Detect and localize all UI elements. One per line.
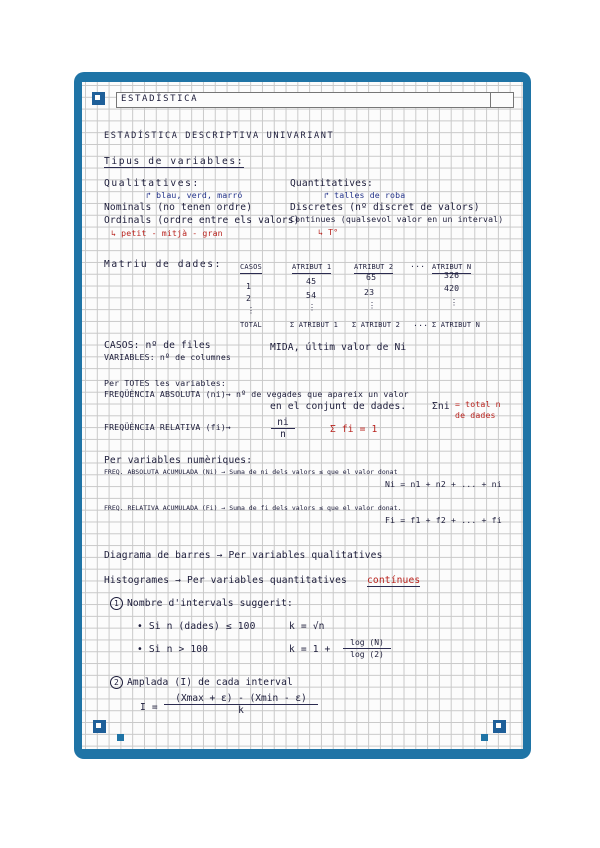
amplada-heading [110, 676, 293, 689]
quantitatives-example: ↱ talles de roba [324, 190, 406, 200]
continues-text: Continues (qualsevol valor en un interval) [290, 214, 504, 224]
square-marker-icon [117, 734, 124, 741]
freq-absoluta-continuation: en el conjunt de dades. [270, 401, 407, 412]
atribut-n-cell: 420 [444, 283, 460, 293]
freq-absoluta-sum: Σni [432, 401, 450, 412]
nominals-text: Nominals (no tenen ordre) [104, 202, 253, 213]
dades-note: de dades [455, 410, 496, 420]
atribut-2-cell: ⋮ [368, 300, 377, 310]
corner-marker-icon [493, 720, 506, 733]
numeriques-heading: Per variables numèriques: [104, 455, 253, 466]
ordinals-example: ↳ petit - mitjà - gran [111, 228, 223, 238]
rule-2-condition: • Si n > 100 [137, 644, 209, 655]
section-title: ESTADÍSTICA DESCRIPTIVA UNIVARIANT [104, 131, 335, 141]
corner-marker-icon [92, 92, 105, 105]
amplada-fraction [164, 693, 318, 716]
continues-emphasis: contínues [367, 575, 421, 586]
freq-relativa-sum: Σ fi = 1 [330, 424, 378, 435]
fraction-numerator: (Xmax + ε) - (Xmin - ε) [164, 693, 318, 705]
item-number-badge: 1 [110, 597, 123, 610]
fraction-denominator: k [238, 705, 244, 716]
amplada-label: I = [140, 702, 158, 713]
total-n-note: = total n [455, 399, 501, 409]
atribut-1-cell: ⋮ [308, 302, 317, 312]
log-fraction [343, 637, 391, 660]
rule-1-result: k = √n [289, 621, 325, 632]
diagrama-barres-text: Diagrama de barres → Per variables qualitatives [104, 550, 383, 561]
tipus-heading: Tipus de variables: [104, 156, 245, 167]
atribut-2-cell: 65 [366, 272, 377, 282]
freq-relativa-fraction [271, 417, 295, 440]
atribut-n-cell: 326 [444, 270, 460, 280]
casos-cell: 2 [246, 293, 252, 303]
corner-marker-icon [93, 720, 106, 733]
item-1-text: Nombre d'intervals suggerit: [127, 598, 293, 609]
variables-definition: VARIABLES: nº de columnes [104, 352, 231, 362]
freq-absoluta-label: FREQÜÈNCIA ABSOLUTA (ni)→ nº de vegades que apareix un valor [104, 389, 409, 399]
header-atribut-n: ATRIBUT N [432, 262, 471, 274]
qualitatives-heading: Qualitatives: [104, 178, 200, 189]
mida-definition: MIDA, últim valor de Ni [270, 342, 407, 353]
freq-rel-acumulada-label: FREQ. RELATIVA ACUMULADA (Fi) → Suma de fi dels valors ≤ que el valor donat. [104, 504, 402, 512]
item-number-badge: 2 [110, 676, 123, 689]
item-2-text: Amplada (I) de cada interval [127, 677, 293, 688]
interval-count-heading [110, 597, 293, 610]
header-ellipsis: ... [410, 259, 426, 269]
quantitatives-heading: Quantitatives: [290, 178, 373, 189]
casos-definition: CASOS: nº de files [104, 340, 211, 351]
casos-cell: 1 [246, 281, 252, 291]
histogrames-text: Histogrames → Per variables quantitatives [104, 575, 347, 586]
freq-abs-acumulada-formula: Ni = n1 + n2 + ... + ni [385, 479, 502, 489]
ordinals-text: Ordinals (ordre entre els valors) [104, 215, 300, 226]
fraction-numerator: ni [271, 417, 295, 429]
header-casos: CASOS [240, 262, 262, 274]
fraction-denominator: n [280, 429, 286, 440]
atribut-1-cell: 45 [306, 276, 317, 286]
header-atribut-1: ATRIBUT 1 [292, 262, 331, 274]
freq-relativa-label: FREQÜÈNCIA RELATIVA (fi)→ [104, 422, 231, 432]
continues-example: ↳ T° [318, 227, 339, 237]
rule-1-condition: • Si n (dades) ≤ 100 [137, 621, 256, 632]
atribut-1-cell: 54 [306, 290, 317, 300]
page-title: ESTADÍSTICA [121, 94, 199, 104]
discretes-text: Discretes (nº discret de valors) [290, 202, 480, 213]
qualitatives-example: ↱ blau, verd, marró [146, 190, 243, 200]
freq-rel-acumulada-formula: Fi = f1 + f2 + ... + fi [385, 515, 502, 525]
freq-abs-acumulada-label: FREQ. ABSOLUTA ACUMULADA (Ni) → Suma de ni dels valors ≤ que el valor donat [104, 468, 398, 476]
atribut-1-total: Σ ATRIBUT 1 [290, 321, 339, 329]
header-atribut-2: ATRIBUT 2 [354, 262, 393, 274]
fraction-denominator: log (2) [350, 650, 384, 659]
matriu-label: Matriu de dades: [104, 259, 223, 270]
square-marker-icon [481, 734, 488, 741]
casos-cell: ⋮ [247, 305, 256, 315]
atribut-2-cell: 23 [364, 287, 375, 297]
totes-heading: Per TOTES les variables: [104, 378, 226, 388]
table-ellipsis: ... [413, 318, 429, 328]
rule-2-result: k = 1 + [289, 644, 331, 655]
atribut-2-total: Σ ATRIBUT 2 [352, 321, 401, 329]
atribut-n-total: Σ ATRIBUT N [432, 321, 481, 329]
casos-total: TOTAL [240, 321, 262, 329]
atribut-n-cell: ⋮ [450, 297, 459, 307]
fraction-numerator: log (N) [343, 637, 391, 649]
